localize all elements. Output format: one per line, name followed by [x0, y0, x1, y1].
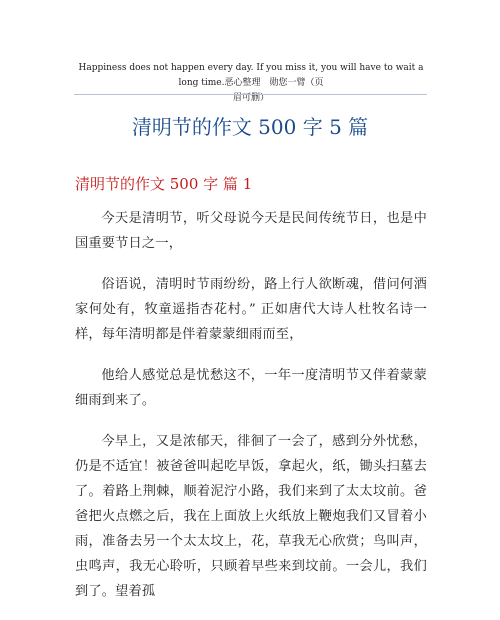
header-line-1: Happiness does not happen every day. If you miss it, you will have to wait a long time.恶心整理 勋您一臂（页: [78, 63, 424, 88]
page-header: [70, 61, 432, 106]
paragraph: 俗语说，清明时节雨纷纷，路上行人欲断魂，借问何酒家何处有，牧童遥指杏花村。” 正如唐代大诗人杜牧名诗一样，每年清明都是伴着蒙蒙细雨而至，: [75, 277, 427, 342]
header-line-2: 眉可删）: [232, 93, 269, 103]
document-title: 清明节的作文 500 字 5 篇: [131, 115, 369, 139]
body-text: [75, 206, 427, 620]
paragraph: 今天是清明节，听父母说今天是民间传统节日，也是中国重要节日之一，: [75, 211, 427, 251]
paragraph: 他给人感觉总是忧愁这不，一年一度清明节又伴着蒙蒙细雨到来了。: [75, 368, 427, 408]
paragraph: 今早上，又是浓郁天，徘徊了一会了，感到分外忧愁，仍是不适宜！被爸爸叫起吃早饭，拿起火，纸，锄头扫墓去了。着路上荆棘，顺着泥泞小路，我们来到了太太坟前。爸爸把火点燃之后，我在上面放上火纸放上鞭炮我们又冒着小雨，准备去另一个太太坟上，花，草我无心欣赏；鸟叫声，虫鸣声，我无心聆听，只顾着早些来到坟前。一会儿，我们到了。望着孤: [75, 434, 427, 599]
section-title: 清明节的作文 500 字 篇 1: [75, 175, 253, 193]
header-divider: [74, 94, 427, 95]
